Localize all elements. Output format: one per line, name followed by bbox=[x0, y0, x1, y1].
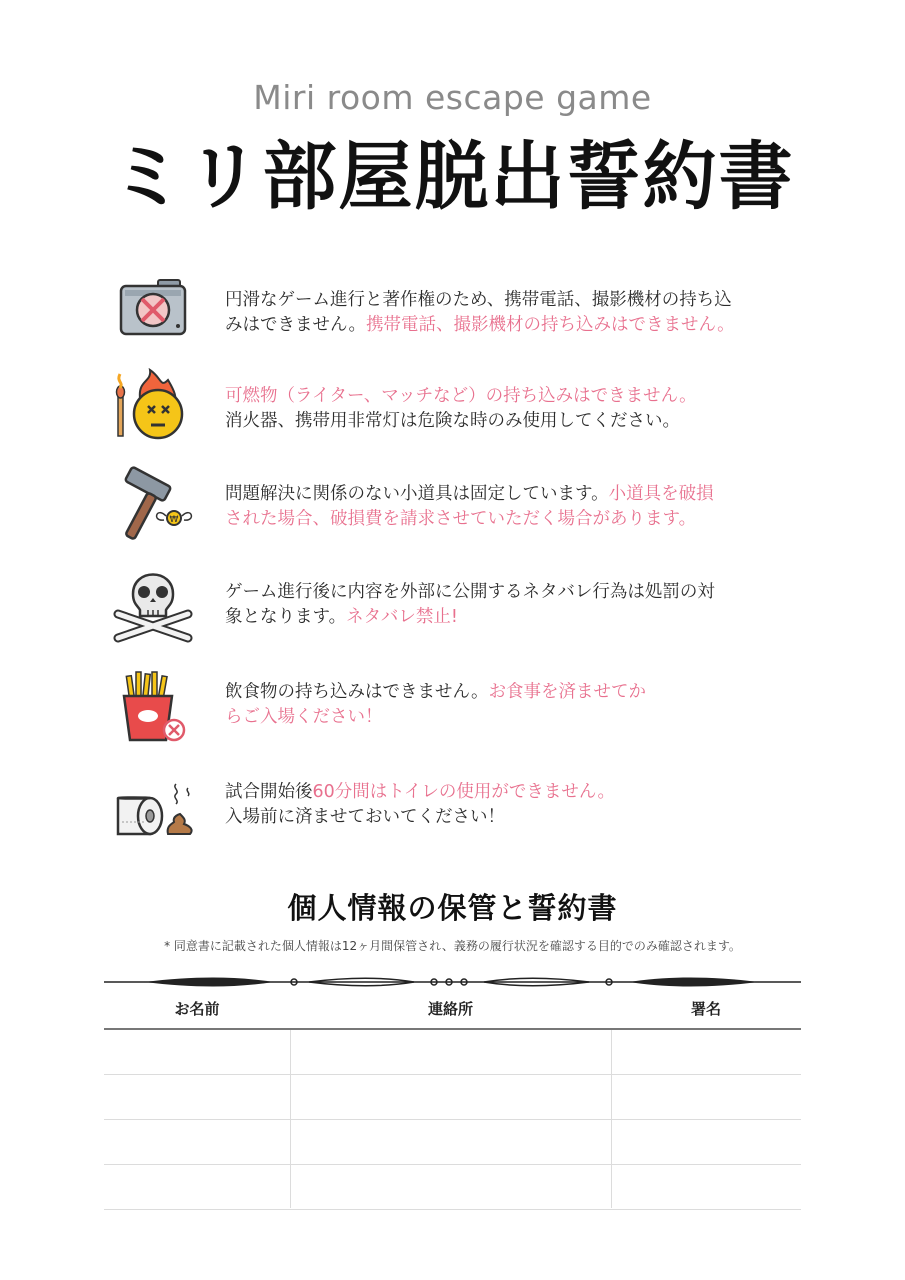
rule-highlight: ネタバレ禁止! bbox=[346, 607, 458, 627]
rule-item-skull bbox=[0, 564, 905, 654]
rule-item-toilet bbox=[0, 764, 905, 854]
rule-text: 試合開始後 bbox=[225, 782, 313, 802]
rule-text: 円滑なゲーム進行と著作権のため、携帯電話、撮影機材の持ち込 bbox=[225, 290, 732, 310]
rule-highlight: 小道具を破損 bbox=[608, 484, 714, 504]
skull-crossbones-icon bbox=[108, 564, 198, 654]
table-row[interactable] bbox=[104, 1120, 801, 1165]
rule-highlight: 可燃物（ライター、マッチなど）の持ち込みはできません。 bbox=[225, 386, 697, 406]
rule-item-camera bbox=[0, 272, 905, 362]
column-divider bbox=[611, 1030, 612, 1208]
column-divider bbox=[290, 1030, 291, 1208]
header-signature: 署名 bbox=[690, 1000, 721, 1018]
rule-text: みはできません。 bbox=[225, 315, 367, 335]
rule-text: 入場前に済ませておいてください！ bbox=[225, 807, 505, 827]
rule-text: 問題解決に関係のない小道具は固定しています。 bbox=[225, 484, 609, 504]
header-contact: 連絡所 bbox=[427, 1000, 473, 1018]
hammer-money-icon bbox=[108, 466, 198, 556]
ornament-divider bbox=[104, 972, 801, 992]
rule-item-hammer bbox=[0, 466, 905, 556]
toilet-paper-icon bbox=[108, 764, 198, 854]
rule-highlight: 携帯電話、撮影機材の持ち込みはできません。 bbox=[366, 315, 735, 335]
table-row[interactable] bbox=[104, 1075, 801, 1120]
rule-highlight: された場合、破損費を請求させていただく場合があります。 bbox=[225, 509, 697, 529]
table-row[interactable] bbox=[104, 1030, 801, 1075]
privacy-note: * 同意書に記載された個人情報は12ヶ月間保管され、義務の履行状況を確認する目的でのみ確認されます。 bbox=[164, 939, 741, 953]
rule-text: 消火器、携帯用非常灯は危険な時のみ使用してください。 bbox=[225, 411, 680, 431]
page-title: ミリ部屋脱出誓約書 bbox=[110, 134, 795, 220]
game-subtitle: Miri room escape game bbox=[253, 78, 652, 117]
fire-match-icon bbox=[108, 368, 198, 458]
fries-prohibited-icon bbox=[108, 664, 198, 754]
rule-item-fire bbox=[0, 368, 905, 458]
table-header bbox=[104, 992, 801, 1030]
rule-text: 飲食物の持ち込みはできません。 bbox=[225, 682, 489, 702]
privacy-section-title: 個人情報の保管と誓約書 bbox=[287, 891, 618, 925]
rule-text: ゲーム進行後に内容を外部に公開するネタバレ行為は処罰の対 bbox=[225, 582, 715, 602]
rule-item-food bbox=[0, 664, 905, 754]
header-name: お名前 bbox=[174, 1000, 220, 1018]
svg-text:₩: ₩ bbox=[169, 515, 179, 525]
camera-prohibited-icon bbox=[108, 272, 198, 362]
rule-highlight: 60分間はトイレの使用ができません。 bbox=[312, 782, 615, 802]
rule-text: 象となります。 bbox=[225, 607, 347, 627]
signature-table bbox=[104, 992, 801, 1210]
table-row[interactable] bbox=[104, 1165, 801, 1210]
rule-highlight: らご入場ください！ bbox=[225, 707, 383, 727]
rule-highlight: お食事を済ませてか bbox=[488, 682, 647, 702]
